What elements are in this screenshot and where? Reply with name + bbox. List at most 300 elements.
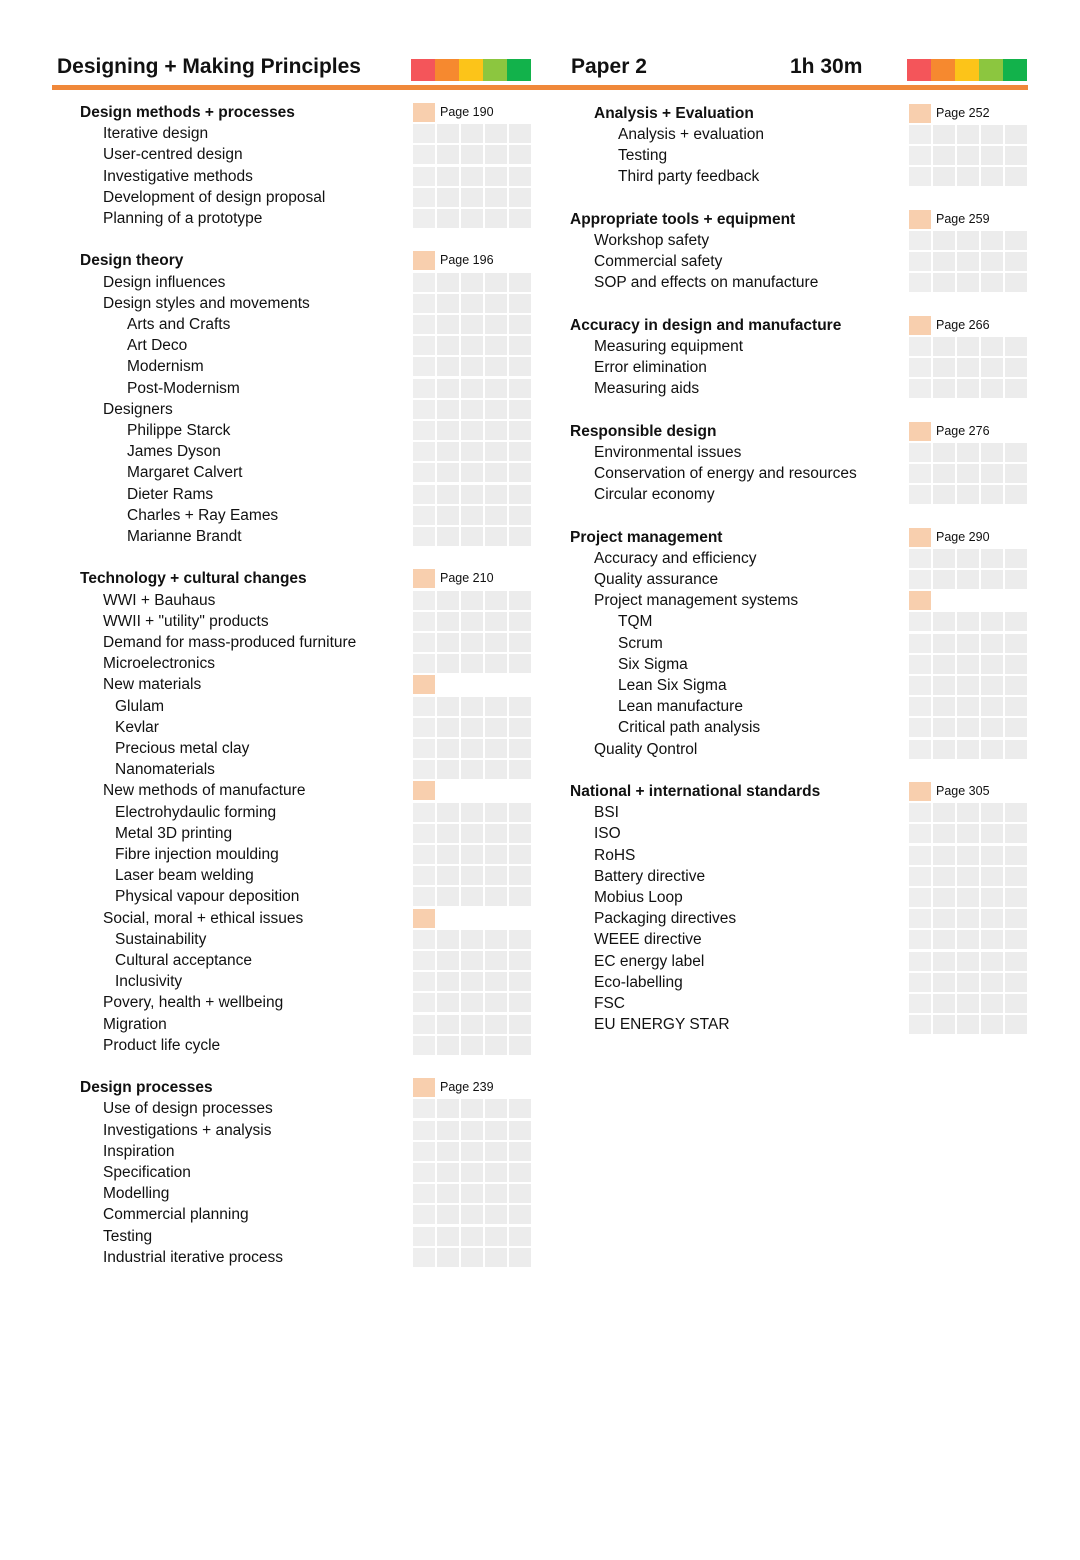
rating-grid[interactable]: [413, 612, 531, 631]
rating-grid[interactable]: [909, 803, 1027, 822]
rating-cell[interactable]: [981, 167, 1003, 186]
rating-cell[interactable]: [957, 740, 979, 759]
rating-cell[interactable]: [1005, 1015, 1027, 1034]
rating-cell[interactable]: [413, 824, 435, 843]
rating-cell[interactable]: [437, 824, 459, 843]
rating-cell[interactable]: [957, 846, 979, 865]
rating-cell[interactable]: [957, 973, 979, 992]
rating-cell[interactable]: [413, 633, 435, 652]
rating-grid[interactable]: [909, 740, 1027, 759]
rating-cell[interactable]: [909, 697, 931, 716]
rating-cell[interactable]: [957, 231, 979, 250]
rating-cell[interactable]: [485, 1015, 507, 1034]
rating-cell[interactable]: [1005, 888, 1027, 907]
rating-cell[interactable]: [437, 951, 459, 970]
rating-cell[interactable]: [437, 1142, 459, 1161]
rating-cell[interactable]: [933, 824, 955, 843]
rating-cell[interactable]: [933, 930, 955, 949]
rating-cell[interactable]: [461, 145, 483, 164]
rating-cell[interactable]: [509, 697, 531, 716]
rating-cell[interactable]: [461, 463, 483, 482]
rating-cell[interactable]: [1005, 358, 1027, 377]
rating-cell[interactable]: [437, 1163, 459, 1182]
rating-cell[interactable]: [485, 1142, 507, 1161]
rating-cell[interactable]: [981, 718, 1003, 737]
rating-cell[interactable]: [909, 909, 931, 928]
rating-cell[interactable]: [437, 463, 459, 482]
rating-grid[interactable]: [413, 739, 531, 758]
rating-cell[interactable]: [509, 760, 531, 779]
rating-cell[interactable]: [461, 972, 483, 991]
rating-cell[interactable]: [413, 654, 435, 673]
rating-cell[interactable]: [461, 1205, 483, 1224]
rating-cell[interactable]: [1005, 231, 1027, 250]
rating-cell[interactable]: [461, 697, 483, 716]
rating-grid[interactable]: [413, 591, 531, 610]
rating-cell[interactable]: [981, 464, 1003, 483]
rating-cell[interactable]: [509, 315, 531, 334]
rating-cell[interactable]: [933, 952, 955, 971]
rating-grid[interactable]: [413, 527, 531, 546]
rating-cell[interactable]: [437, 1099, 459, 1118]
rating-cell[interactable]: [437, 1184, 459, 1203]
rating-cell[interactable]: [909, 464, 931, 483]
rating-cell[interactable]: [461, 1227, 483, 1246]
rating-cell[interactable]: [437, 803, 459, 822]
rating-cell[interactable]: [437, 1248, 459, 1267]
rating-cell[interactable]: [509, 1015, 531, 1034]
rating-cell[interactable]: [485, 294, 507, 313]
rating-cell[interactable]: [437, 1205, 459, 1224]
rating-cell[interactable]: [485, 421, 507, 440]
rating-cell[interactable]: [413, 972, 435, 991]
rating-cell[interactable]: [957, 612, 979, 631]
rating-cell[interactable]: [1005, 740, 1027, 759]
rating-cell[interactable]: [1005, 167, 1027, 186]
rating-cell[interactable]: [909, 634, 931, 653]
rating-cell[interactable]: [413, 1205, 435, 1224]
rating-cell[interactable]: [909, 930, 931, 949]
rating-cell[interactable]: [1005, 697, 1027, 716]
rating-cell[interactable]: [957, 930, 979, 949]
rating-cell[interactable]: [413, 1227, 435, 1246]
rating-grid[interactable]: [909, 125, 1027, 144]
rating-cell[interactable]: [509, 845, 531, 864]
rating-cell[interactable]: [909, 612, 931, 631]
rating-cell[interactable]: [509, 124, 531, 143]
rating-grid[interactable]: [909, 337, 1027, 356]
rating-cell[interactable]: [485, 1121, 507, 1140]
rating-cell[interactable]: [1005, 909, 1027, 928]
rating-cell[interactable]: [461, 167, 483, 186]
rating-cell[interactable]: [461, 485, 483, 504]
rating-cell[interactable]: [909, 273, 931, 292]
rating-cell[interactable]: [957, 909, 979, 928]
rating-cell[interactable]: [509, 972, 531, 991]
rating-cell[interactable]: [957, 888, 979, 907]
rating-grid[interactable]: [413, 400, 531, 419]
rating-cell[interactable]: [957, 994, 979, 1013]
rating-cell[interactable]: [413, 145, 435, 164]
rating-cell[interactable]: [413, 930, 435, 949]
rating-cell[interactable]: [437, 485, 459, 504]
rating-cell[interactable]: [485, 145, 507, 164]
rating-cell[interactable]: [909, 888, 931, 907]
rating-cell[interactable]: [437, 379, 459, 398]
rating-cell[interactable]: [981, 273, 1003, 292]
rating-cell[interactable]: [981, 125, 1003, 144]
rating-cell[interactable]: [981, 994, 1003, 1013]
rating-cell[interactable]: [461, 294, 483, 313]
rating-cell[interactable]: [413, 485, 435, 504]
rating-cell[interactable]: [957, 146, 979, 165]
rating-cell[interactable]: [981, 337, 1003, 356]
rating-cell[interactable]: [437, 697, 459, 716]
rating-cell[interactable]: [461, 718, 483, 737]
rating-cell[interactable]: [981, 803, 1003, 822]
rating-cell[interactable]: [957, 867, 979, 886]
rating-cell[interactable]: [981, 676, 1003, 695]
rating-cell[interactable]: [1005, 273, 1027, 292]
rating-cell[interactable]: [437, 633, 459, 652]
rating-cell[interactable]: [485, 336, 507, 355]
rating-grid[interactable]: [909, 231, 1027, 250]
rating-cell[interactable]: [509, 1184, 531, 1203]
rating-cell[interactable]: [437, 421, 459, 440]
rating-cell[interactable]: [461, 654, 483, 673]
rating-cell[interactable]: [933, 909, 955, 928]
rating-grid[interactable]: [413, 887, 531, 906]
rating-grid[interactable]: [413, 379, 531, 398]
rating-cell[interactable]: [933, 231, 955, 250]
rating-grid[interactable]: [909, 994, 1027, 1013]
rating-cell[interactable]: [437, 273, 459, 292]
rating-cell[interactable]: [909, 167, 931, 186]
rating-cell[interactable]: [1005, 973, 1027, 992]
rating-cell[interactable]: [909, 1015, 931, 1034]
rating-cell[interactable]: [413, 167, 435, 186]
rating-cell[interactable]: [413, 379, 435, 398]
rating-cell[interactable]: [1005, 824, 1027, 843]
rating-cell[interactable]: [933, 994, 955, 1013]
rating-cell[interactable]: [509, 866, 531, 885]
rating-cell[interactable]: [509, 336, 531, 355]
rating-grid[interactable]: [413, 633, 531, 652]
rating-grid[interactable]: [413, 1205, 531, 1224]
rating-cell[interactable]: [485, 760, 507, 779]
rating-cell[interactable]: [485, 357, 507, 376]
rating-grid[interactable]: [413, 145, 531, 164]
rating-cell[interactable]: [981, 655, 1003, 674]
rating-cell[interactable]: [461, 760, 483, 779]
rating-cell[interactable]: [461, 527, 483, 546]
rating-grid[interactable]: [909, 676, 1027, 695]
rating-cell[interactable]: [509, 188, 531, 207]
rating-cell[interactable]: [509, 803, 531, 822]
rating-cell[interactable]: [509, 612, 531, 631]
rating-cell[interactable]: [485, 485, 507, 504]
rating-cell[interactable]: [509, 654, 531, 673]
rating-cell[interactable]: [933, 718, 955, 737]
rating-cell[interactable]: [485, 379, 507, 398]
rating-grid[interactable]: [909, 930, 1027, 949]
rating-cell[interactable]: [437, 124, 459, 143]
rating-grid[interactable]: [413, 463, 531, 482]
rating-cell[interactable]: [413, 357, 435, 376]
rating-cell[interactable]: [509, 294, 531, 313]
rating-cell[interactable]: [509, 442, 531, 461]
rating-cell[interactable]: [485, 167, 507, 186]
rating-grid[interactable]: [413, 1227, 531, 1246]
rating-cell[interactable]: [413, 442, 435, 461]
rating-cell[interactable]: [413, 294, 435, 313]
rating-cell[interactable]: [461, 633, 483, 652]
rating-cell[interactable]: [981, 252, 1003, 271]
rating-grid[interactable]: [413, 930, 531, 949]
rating-cell[interactable]: [933, 888, 955, 907]
rating-cell[interactable]: [957, 824, 979, 843]
rating-cell[interactable]: [909, 146, 931, 165]
rating-cell[interactable]: [437, 167, 459, 186]
rating-grid[interactable]: [909, 824, 1027, 843]
rating-cell[interactable]: [413, 527, 435, 546]
rating-cell[interactable]: [437, 930, 459, 949]
rating-cell[interactable]: [933, 485, 955, 504]
rating-cell[interactable]: [485, 463, 507, 482]
rating-cell[interactable]: [413, 718, 435, 737]
rating-cell[interactable]: [461, 845, 483, 864]
rating-grid[interactable]: [413, 506, 531, 525]
rating-cell[interactable]: [461, 1036, 483, 1055]
rating-cell[interactable]: [437, 145, 459, 164]
rating-cell[interactable]: [509, 527, 531, 546]
rating-cell[interactable]: [933, 464, 955, 483]
rating-cell[interactable]: [485, 1184, 507, 1203]
rating-cell[interactable]: [413, 315, 435, 334]
rating-cell[interactable]: [461, 739, 483, 758]
rating-grid[interactable]: [909, 973, 1027, 992]
rating-cell[interactable]: [485, 824, 507, 843]
rating-grid[interactable]: [413, 951, 531, 970]
rating-cell[interactable]: [485, 1099, 507, 1118]
rating-cell[interactable]: [509, 357, 531, 376]
rating-cell[interactable]: [413, 739, 435, 758]
rating-cell[interactable]: [957, 252, 979, 271]
rating-cell[interactable]: [957, 570, 979, 589]
rating-grid[interactable]: [413, 845, 531, 864]
rating-cell[interactable]: [485, 1205, 507, 1224]
rating-cell[interactable]: [957, 167, 979, 186]
rating-cell[interactable]: [485, 1163, 507, 1182]
rating-grid[interactable]: [413, 1121, 531, 1140]
rating-cell[interactable]: [461, 1099, 483, 1118]
rating-cell[interactable]: [437, 336, 459, 355]
rating-cell[interactable]: [933, 358, 955, 377]
rating-cell[interactable]: [461, 421, 483, 440]
rating-cell[interactable]: [933, 634, 955, 653]
rating-grid[interactable]: [413, 209, 531, 228]
rating-cell[interactable]: [1005, 676, 1027, 695]
rating-cell[interactable]: [957, 718, 979, 737]
rating-grid[interactable]: [909, 443, 1027, 462]
rating-cell[interactable]: [413, 697, 435, 716]
rating-cell[interactable]: [981, 740, 1003, 759]
rating-cell[interactable]: [413, 866, 435, 885]
rating-grid[interactable]: [413, 1036, 531, 1055]
rating-cell[interactable]: [437, 845, 459, 864]
rating-cell[interactable]: [933, 803, 955, 822]
rating-cell[interactable]: [933, 973, 955, 992]
rating-cell[interactable]: [461, 612, 483, 631]
rating-cell[interactable]: [485, 188, 507, 207]
rating-cell[interactable]: [909, 549, 931, 568]
rating-cell[interactable]: [461, 591, 483, 610]
rating-cell[interactable]: [509, 824, 531, 843]
rating-cell[interactable]: [981, 570, 1003, 589]
rating-cell[interactable]: [957, 443, 979, 462]
rating-cell[interactable]: [933, 379, 955, 398]
rating-cell[interactable]: [461, 315, 483, 334]
rating-grid[interactable]: [413, 1099, 531, 1118]
rating-cell[interactable]: [909, 973, 931, 992]
rating-cell[interactable]: [933, 146, 955, 165]
rating-cell[interactable]: [413, 273, 435, 292]
rating-cell[interactable]: [957, 379, 979, 398]
rating-cell[interactable]: [413, 124, 435, 143]
rating-cell[interactable]: [461, 993, 483, 1012]
rating-cell[interactable]: [981, 888, 1003, 907]
rating-cell[interactable]: [437, 718, 459, 737]
rating-grid[interactable]: [413, 803, 531, 822]
rating-cell[interactable]: [957, 549, 979, 568]
rating-cell[interactable]: [461, 951, 483, 970]
rating-cell[interactable]: [981, 612, 1003, 631]
rating-cell[interactable]: [461, 866, 483, 885]
rating-grid[interactable]: [909, 146, 1027, 165]
rating-grid[interactable]: [413, 124, 531, 143]
rating-cell[interactable]: [509, 1227, 531, 1246]
rating-cell[interactable]: [981, 867, 1003, 886]
rating-cell[interactable]: [509, 718, 531, 737]
rating-cell[interactable]: [485, 506, 507, 525]
rating-cell[interactable]: [1005, 612, 1027, 631]
rating-cell[interactable]: [461, 124, 483, 143]
rating-cell[interactable]: [485, 527, 507, 546]
rating-grid[interactable]: [413, 718, 531, 737]
rating-cell[interactable]: [437, 654, 459, 673]
rating-cell[interactable]: [909, 740, 931, 759]
rating-cell[interactable]: [413, 1248, 435, 1267]
rating-grid[interactable]: [413, 866, 531, 885]
rating-cell[interactable]: [981, 485, 1003, 504]
rating-cell[interactable]: [461, 1248, 483, 1267]
rating-cell[interactable]: [461, 379, 483, 398]
rating-cell[interactable]: [909, 803, 931, 822]
rating-cell[interactable]: [509, 1205, 531, 1224]
rating-grid[interactable]: [909, 888, 1027, 907]
rating-cell[interactable]: [437, 294, 459, 313]
rating-cell[interactable]: [413, 612, 435, 631]
rating-cell[interactable]: [485, 739, 507, 758]
rating-grid[interactable]: [413, 442, 531, 461]
rating-cell[interactable]: [485, 718, 507, 737]
rating-grid[interactable]: [413, 1163, 531, 1182]
rating-cell[interactable]: [909, 676, 931, 695]
rating-cell[interactable]: [413, 506, 435, 525]
rating-cell[interactable]: [437, 887, 459, 906]
rating-cell[interactable]: [981, 379, 1003, 398]
rating-cell[interactable]: [981, 146, 1003, 165]
rating-cell[interactable]: [485, 845, 507, 864]
rating-cell[interactable]: [413, 463, 435, 482]
rating-cell[interactable]: [957, 803, 979, 822]
rating-cell[interactable]: [509, 887, 531, 906]
rating-cell[interactable]: [1005, 485, 1027, 504]
rating-cell[interactable]: [957, 634, 979, 653]
rating-cell[interactable]: [437, 993, 459, 1012]
rating-cell[interactable]: [909, 824, 931, 843]
rating-cell[interactable]: [933, 252, 955, 271]
rating-cell[interactable]: [1005, 125, 1027, 144]
rating-cell[interactable]: [981, 231, 1003, 250]
rating-cell[interactable]: [933, 125, 955, 144]
rating-cell[interactable]: [461, 824, 483, 843]
rating-grid[interactable]: [413, 336, 531, 355]
rating-cell[interactable]: [461, 1163, 483, 1182]
rating-grid[interactable]: [413, 273, 531, 292]
rating-cell[interactable]: [437, 612, 459, 631]
rating-cell[interactable]: [509, 633, 531, 652]
rating-cell[interactable]: [933, 549, 955, 568]
rating-cell[interactable]: [509, 930, 531, 949]
rating-cell[interactable]: [413, 845, 435, 864]
rating-cell[interactable]: [413, 1099, 435, 1118]
rating-cell[interactable]: [413, 188, 435, 207]
rating-cell[interactable]: [1005, 846, 1027, 865]
rating-grid[interactable]: [909, 909, 1027, 928]
rating-cell[interactable]: [509, 993, 531, 1012]
rating-cell[interactable]: [461, 930, 483, 949]
rating-cell[interactable]: [509, 1142, 531, 1161]
rating-cell[interactable]: [933, 167, 955, 186]
rating-grid[interactable]: [413, 357, 531, 376]
rating-cell[interactable]: [933, 676, 955, 695]
rating-cell[interactable]: [485, 315, 507, 334]
rating-cell[interactable]: [933, 443, 955, 462]
rating-cell[interactable]: [933, 867, 955, 886]
rating-grid[interactable]: [909, 1015, 1027, 1034]
rating-cell[interactable]: [981, 973, 1003, 992]
rating-cell[interactable]: [485, 972, 507, 991]
rating-cell[interactable]: [413, 400, 435, 419]
rating-grid[interactable]: [909, 846, 1027, 865]
rating-cell[interactable]: [485, 930, 507, 949]
rating-cell[interactable]: [981, 1015, 1003, 1034]
rating-cell[interactable]: [437, 527, 459, 546]
rating-cell[interactable]: [485, 654, 507, 673]
rating-cell[interactable]: [909, 231, 931, 250]
rating-cell[interactable]: [413, 591, 435, 610]
rating-cell[interactable]: [437, 357, 459, 376]
rating-cell[interactable]: [981, 846, 1003, 865]
rating-cell[interactable]: [981, 443, 1003, 462]
rating-cell[interactable]: [437, 760, 459, 779]
rating-grid[interactable]: [909, 718, 1027, 737]
rating-cell[interactable]: [437, 1015, 459, 1034]
rating-cell[interactable]: [413, 803, 435, 822]
rating-cell[interactable]: [981, 824, 1003, 843]
rating-cell[interactable]: [461, 209, 483, 228]
